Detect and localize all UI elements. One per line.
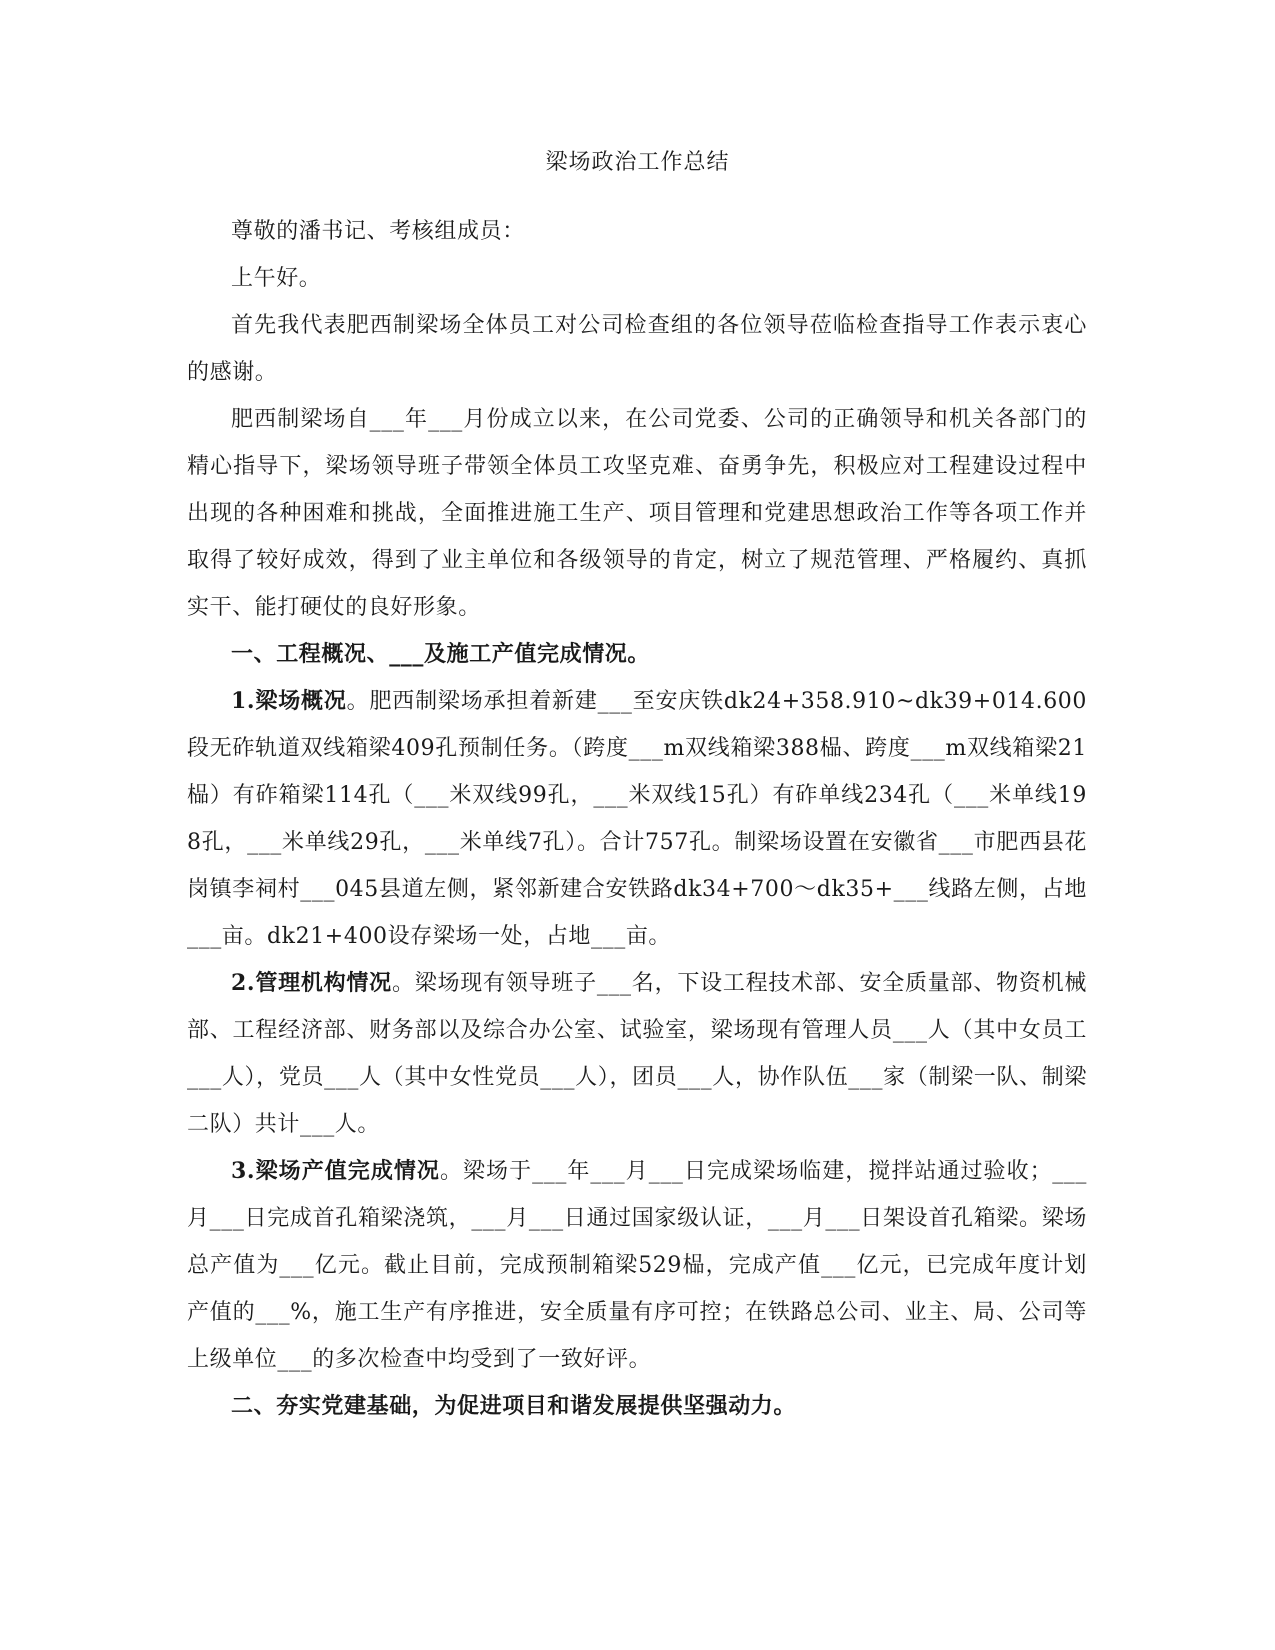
thanks-paragraph: 首先我代表肥西制梁场全体员工对公司检查组的各位领导莅临检查指导工作表示衷心的感谢。	[187, 313, 1087, 385]
document-body	[187, 208, 1087, 1430]
item-one-lead: 1.梁场概况	[231, 688, 347, 714]
salutation: 尊敬的潘书记、考核组成员：	[231, 219, 525, 244]
greeting: 上午好。	[231, 266, 322, 291]
item-three-lead: 3.梁场产值完成情况	[231, 1158, 440, 1184]
section-one-heading: 一、工程概况、___及施工产值完成情况。	[231, 641, 651, 667]
item-two-lead: 2.管理机构情况	[231, 970, 392, 996]
item-one-text: 。肥西制梁场承担着新建___至安庆铁dk24+358.910~dk39+014.600段无砟轨道双线箱梁409孔预制任务。（跨度___m双线箱梁388榀、跨度___m双线箱梁21榀）有砟箱梁114孔（___米双线99孔，___米双线15孔）有砟单线234孔（___米单线198孔，___米单线29孔，___米单线7孔）。合计757孔。制梁场设置在安徽省___市肥西县花岗镇李祠村___045县道左侧，紧邻新建合安铁路dk34+700～dk35+___线路左侧，占地___亩。dk21+400设存梁场一处，占地___亩。	[187, 689, 1087, 949]
item-three-text: 。梁场于___年___月___日完成梁场临建，搅拌站通过验收；___月___日完成首孔箱梁浇筑，___月___日通过国家级认证，___月___日架设首孔箱梁。梁场总产值为___亿元。截止目前，完成预制箱梁529榀，完成产值___亿元，已完成年度计划产值的___%，施工生产有序推进，安全质量有序可控；在铁路总公司、业主、局、公司等上级单位___的多次检查中均受到了一致好评。	[187, 1159, 1088, 1372]
intro-paragraph: 肥西制梁场自___年___月份成立以来，在公司党委、公司的正确领导和机关各部门的精心指导下，梁场领导班子带领全体员工攻坚克难、奋勇争先，积极应对工程建设过程中出现的各种困难和挑战，全面推进施工生产、项目管理和党建思想政治工作等各项工作并取得了较好成效，得到了业主单位和各级领导的肯定，树立了规范管理、严格履约、真抓实干、能打硬仗的良好形象。	[187, 407, 1087, 620]
item-two-paragraph	[187, 960, 1087, 1148]
document-title: 梁场政治工作总结	[545, 150, 730, 175]
item-three-paragraph	[187, 1148, 1087, 1383]
item-one-paragraph	[187, 678, 1087, 960]
item-two-text: 。梁场现有领导班子___名，下设工程技术部、安全质量部、物资机械部、工程经济部、财务部以及综合办公室、试验室，梁场现有管理人员___人（其中女员工___人），党员___人（其中女性党员___人），团员___人，协作队伍___家（制梁一队、制梁二队）共计___人。	[187, 971, 1087, 1137]
section-two-heading: 二、夯实党建基础，为促进项目和谐发展提供坚强动力。	[231, 1393, 797, 1419]
